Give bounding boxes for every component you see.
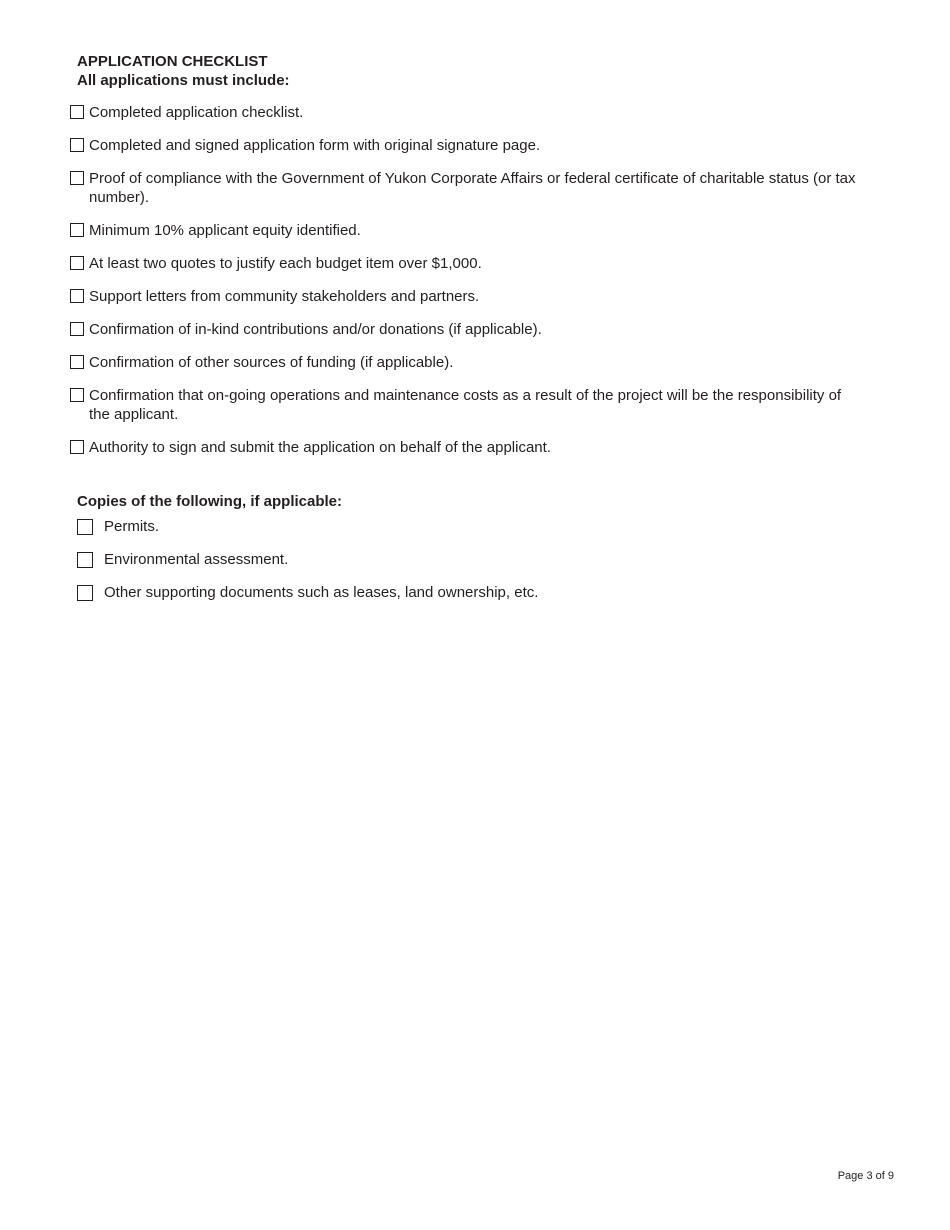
checkbox[interactable]	[70, 105, 84, 119]
checkbox[interactable]	[77, 552, 93, 568]
checklist-item-label: Completed and signed application form with original signature page.	[89, 137, 541, 154]
checkbox[interactable]	[70, 440, 84, 454]
checklist-item	[70, 438, 860, 457]
optional-checklist	[77, 517, 538, 616]
checkbox[interactable]	[70, 388, 84, 402]
checklist-item-label: Authority to sign and submit the application on behalf of the applicant.	[89, 439, 551, 456]
checklist-item	[70, 287, 860, 306]
checklist-item-label: Permits.	[104, 518, 160, 535]
checklist-item	[77, 550, 538, 569]
checklist-item	[70, 353, 860, 372]
checklist-item	[70, 103, 860, 122]
required-checklist	[70, 103, 860, 471]
checklist-item	[70, 254, 860, 273]
checklist-item-label: Confirmation that on-going operations and maintenance costs as a result of the project will be the responsibility of the applicant.	[89, 387, 842, 423]
checklist-item	[70, 169, 860, 207]
page-number: Page 3 of 9	[837, 1170, 894, 1182]
checkbox[interactable]	[70, 322, 84, 336]
checklist-item	[70, 221, 860, 240]
checklist-item-label: Completed application checklist.	[89, 104, 304, 121]
checklist-item	[77, 583, 538, 602]
checklist-item-label: Other supporting documents such as leases, land ownership, etc.	[104, 584, 539, 601]
page-title: APPLICATION CHECKLIST	[77, 53, 268, 70]
checkbox[interactable]	[70, 256, 84, 270]
checklist-item-label: Confirmation of other sources of funding (if applicable).	[89, 354, 454, 371]
page-subtitle: All applications must include:	[77, 72, 290, 89]
checkbox[interactable]	[70, 289, 84, 303]
checklist-item-label: At least two quotes to justify each budget item over $1,000.	[89, 255, 482, 272]
checkbox[interactable]	[70, 171, 84, 185]
checklist-item-label: Confirmation of in-kind contributions and/or donations (if applicable).	[89, 321, 542, 338]
checklist-header	[77, 52, 290, 90]
checkbox[interactable]	[77, 519, 93, 535]
checkbox[interactable]	[77, 585, 93, 601]
checklist-item	[70, 320, 860, 339]
checklist-item-label: Support letters from community stakeholders and partners.	[89, 288, 480, 305]
checklist-item	[70, 136, 860, 155]
checkbox[interactable]	[70, 138, 84, 152]
optional-section-heading: Copies of the following, if applicable:	[77, 493, 343, 510]
checklist-item-label: Minimum 10% applicant equity identified.	[89, 222, 361, 239]
checklist-item-label: Environmental assessment.	[104, 551, 289, 568]
checkbox[interactable]	[70, 355, 84, 369]
checklist-item	[70, 386, 860, 424]
checkbox[interactable]	[70, 223, 84, 237]
checklist-item	[77, 517, 538, 536]
checklist-item-label: Proof of compliance with the Government of Yukon Corporate Affairs or federal certificate of charitable status (or tax number).	[89, 170, 856, 206]
